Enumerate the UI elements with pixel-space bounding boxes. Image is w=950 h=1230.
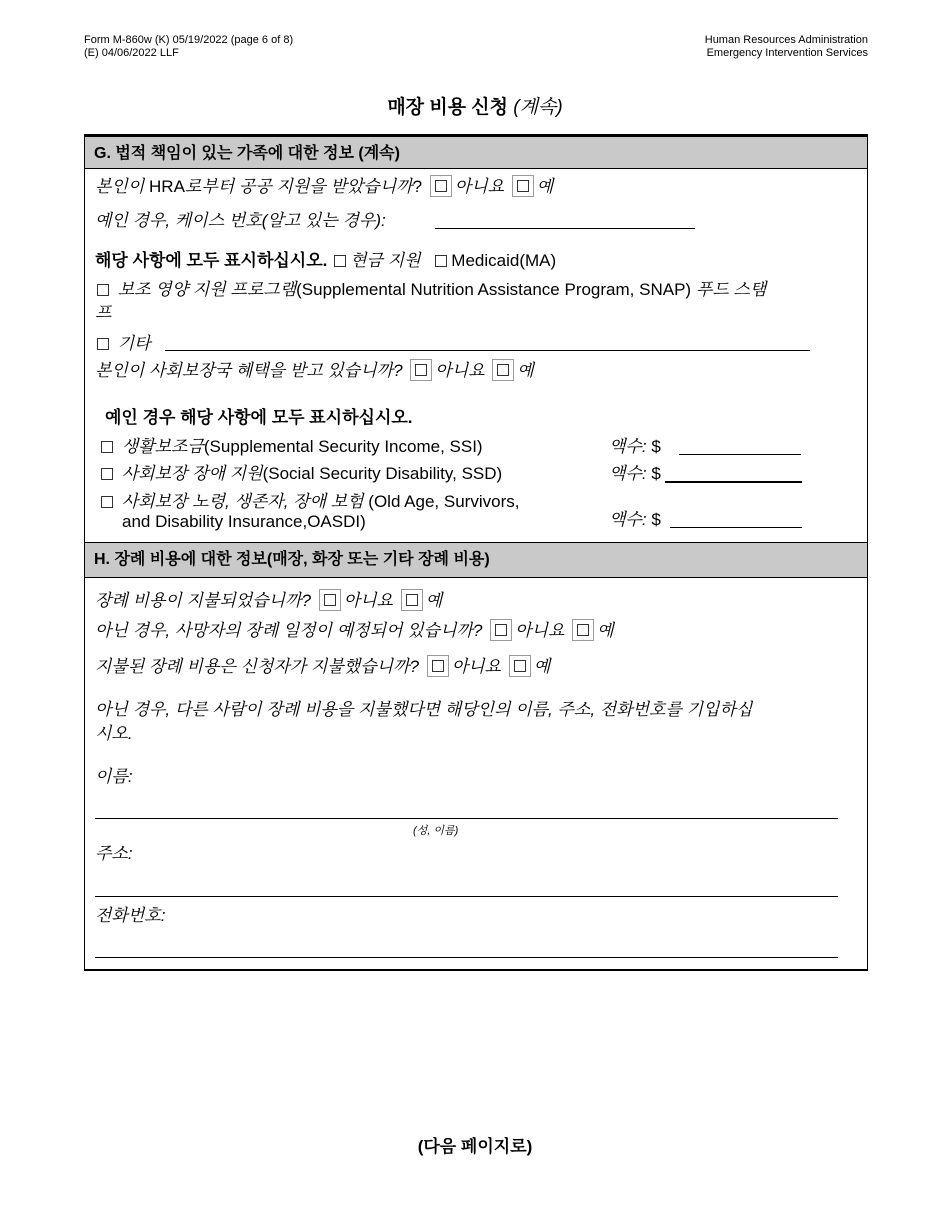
- oasdi-dollar-sign: $: [651, 510, 661, 529]
- hra-question-a: 본인이: [95, 177, 145, 196]
- funeral-scheduled-label: 아닌 경우, 사망자의 장례 일정이 예정되어 있습니까?: [95, 621, 483, 640]
- oasdi-amount-label: [609, 505, 661, 530]
- funeral-paid-no-label: 아니요: [343, 591, 393, 610]
- other-payer-instruction: 아닌 경우, 다른 사람이 장례 비용을 지불했다면 해당인의 이름, 주소, 전화번호를 기입하십: [95, 700, 753, 719]
- snap-checkbox[interactable]: [97, 284, 109, 296]
- ssi-label-en: (Supplemental Security Income, SSI): [203, 437, 483, 456]
- agency-line1: Human Resources Administration: [704, 34, 868, 46]
- ssd-amount-text: 액수:: [609, 464, 647, 483]
- other-field[interactable]: [165, 331, 810, 351]
- oasdi-amount-field[interactable]: [670, 508, 802, 528]
- applicant-paid-no-checkbox[interactable]: [427, 655, 449, 677]
- name-label: 이름:: [95, 767, 133, 786]
- form-number: [84, 34, 293, 60]
- section-h-heading: H. 장례 비용에 대한 정보(매장, 화장 또는 기타 장례 비용): [85, 542, 867, 578]
- name-hint: (성, 이름): [413, 825, 459, 837]
- form-number-line2: (E) 04/06/2022 LLF: [84, 47, 179, 59]
- ssa-question-label: 본인이 사회보장국 혜택을 받고 있습니까?: [95, 361, 403, 380]
- snap-row: [95, 275, 766, 300]
- funeral-paid-yes-checkbox[interactable]: [401, 589, 423, 611]
- ssa-yes-label: 예: [517, 361, 534, 380]
- funeral-paid-no-checkbox[interactable]: [319, 589, 341, 611]
- cash-assistance-checkbox[interactable]: [334, 255, 346, 267]
- oasdi-row: [99, 487, 519, 512]
- funeral-scheduled-yes-checkbox[interactable]: [572, 619, 594, 641]
- phone-label: 전화번호:: [95, 906, 166, 925]
- phone-field[interactable]: [95, 937, 838, 958]
- funeral-paid-yes-label: 예: [425, 591, 443, 610]
- ssa-no-checkbox[interactable]: [410, 359, 432, 381]
- funeral-scheduled-yes-label: 예: [597, 621, 614, 640]
- snap-label-en: (Supplemental Nutrition Assistance Program, SNAP): [296, 280, 692, 299]
- ssi-dollar-sign: $: [651, 437, 661, 456]
- ssd-dollar-sign: $: [651, 464, 661, 483]
- snap-label-food-stamp: 푸드 스탬: [695, 280, 767, 299]
- hra-question-b: HRA: [149, 177, 185, 196]
- ssi-amount-label: [609, 432, 661, 457]
- ssi-label-ko: 생활보조금: [121, 437, 204, 456]
- ssd-amount-field[interactable]: [665, 462, 802, 483]
- ssi-amount-text: 액수:: [609, 437, 647, 456]
- ssa-no-label: 아니요: [435, 361, 485, 380]
- oasdi-label-en: (Old Age, Survivors,: [363, 492, 520, 511]
- oasdi-label-wrap: and Disability Insurance,OASDI): [122, 512, 366, 531]
- oasdi-checkbox[interactable]: [101, 496, 113, 508]
- case-number-field[interactable]: [435, 209, 695, 229]
- other-payer-instruction-wrap: 시오.: [95, 724, 133, 743]
- ssi-checkbox[interactable]: [101, 441, 113, 453]
- ssd-amount-label: [609, 459, 661, 484]
- ssd-checkbox[interactable]: [101, 468, 113, 480]
- name-field[interactable]: [95, 798, 838, 819]
- medicaid-label: Medicaid(MA): [451, 251, 557, 270]
- ssd-row: [99, 459, 502, 484]
- section-g-heading: G. 법적 책임이 있는 가족에 대한 정보 (계속): [85, 136, 867, 169]
- hra-question-c: 로부터 공공 지원을 받았습니까: [184, 177, 413, 196]
- address-label: 주소:: [95, 844, 133, 863]
- oasdi-amount-text: 액수:: [609, 510, 647, 529]
- page-title-main: 매장 비용 신청: [387, 97, 509, 118]
- check-all-label: 해당 사항에 모두 표시하십시오.: [95, 251, 328, 270]
- medicaid-checkbox[interactable]: [435, 255, 447, 267]
- hra-question: [95, 172, 553, 197]
- applicant-paid-no-label: 아니요: [451, 657, 501, 676]
- oasdi-label-ko: 사회보장 노령, 생존자, 장애 보험: [121, 492, 364, 511]
- other-checkbox[interactable]: [97, 338, 109, 350]
- agency-line2: Emergency Intervention Services: [706, 47, 868, 59]
- other-row: [95, 329, 151, 354]
- funeral-scheduled-question: [95, 616, 614, 641]
- applicant-paid-label: 지불된 장례 비용은 신청자가 지불했습니까?: [95, 657, 419, 676]
- hra-no-label: 아니요: [454, 177, 505, 196]
- ssd-label-ko: 사회보장 장애 지원: [121, 464, 263, 483]
- other-label: 기타: [117, 334, 151, 353]
- address-field[interactable]: [95, 876, 838, 897]
- funeral-paid-label: 장례 비용이 지불되었습니까?: [95, 591, 311, 610]
- applicant-paid-question: [95, 652, 550, 677]
- case-number-label: 예인 경우, 케이스 번호(알고 있는 경우):: [95, 211, 386, 230]
- snap-label-wrap: 프: [95, 303, 112, 322]
- next-page-note: (다음 페이지로): [417, 1137, 533, 1156]
- form-number-line1: Form M-860w (K) 05/19/2022 (page 6 of 8): [84, 34, 294, 46]
- funeral-paid-question: [95, 586, 442, 611]
- funeral-scheduled-no-checkbox[interactable]: [490, 619, 512, 641]
- ssa-question: [95, 356, 534, 381]
- page-title-sub: (계속): [513, 97, 563, 118]
- funeral-scheduled-no-label: 아니요: [515, 621, 565, 640]
- ssa-yes-checkbox[interactable]: [492, 359, 514, 381]
- cash-assistance-label: 현금 지원: [350, 251, 421, 270]
- assistance-type-row: [95, 246, 556, 271]
- form-box: [84, 134, 868, 971]
- ssi-amount-field[interactable]: [679, 435, 801, 455]
- agency-name: [705, 34, 868, 60]
- ssd-label-en: (Social Security Disability, SSD): [262, 464, 503, 483]
- snap-label-ko: 보조 영양 지원 프로그램: [117, 280, 297, 299]
- hra-no-checkbox[interactable]: [430, 175, 452, 197]
- applicant-paid-yes-checkbox[interactable]: [509, 655, 531, 677]
- hra-yes-label: 예: [536, 177, 554, 196]
- hra-yes-checkbox[interactable]: [512, 175, 534, 197]
- ssi-row: [99, 432, 483, 457]
- page-title: [0, 92, 950, 119]
- check-all-if-yes-label: 예인 경우 해당 사항에 모두 표시하십시오.: [105, 408, 413, 427]
- applicant-paid-yes-label: 예: [533, 657, 551, 676]
- hra-question-mark: ?: [412, 177, 423, 196]
